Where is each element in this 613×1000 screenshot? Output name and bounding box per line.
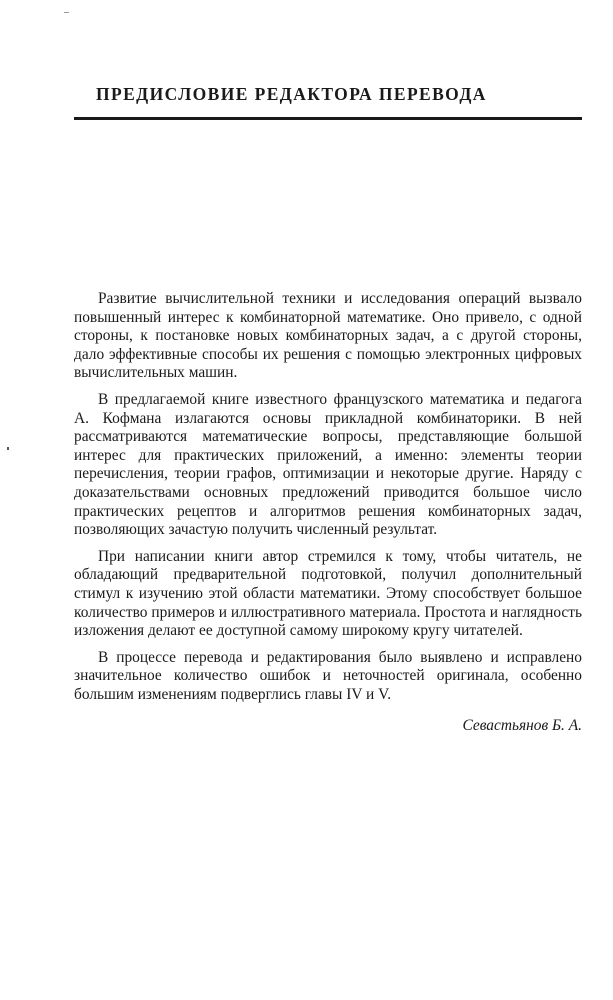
heading-rule <box>74 117 582 120</box>
paragraph: При написании книги автор стремился к тому, чтобы читатель, не обладающий предварительной подготовкой, получил дополнительный стимул к изучению этой области математики. Этому способствует большое количество примеров и иллюстративного материала. Простота и наглядность изложения делают ее доступной самому широкому кругу читателей. <box>74 547 582 640</box>
signature: Севастьянов Б. А. <box>462 717 582 734</box>
paragraph: В предлагаемой книге известного французского математика и педагога А. Кофмана излагаются основы прикладной комбинаторики. В ней рассматриваются математические вопросы, представляющие большой интерес для практических приложений, а именно: элементы теории перечисления, теории графов, оптимизации и некоторые другие. Наряду с доказательствами основных предложений приводится большое число практических рецептов и алгоритмов решения комбинаторных задач, позволяющих зачастую получить численный результат. <box>74 390 582 539</box>
scan-speck <box>7 447 9 450</box>
scan-mark <box>64 12 69 13</box>
paragraph: Развитие вычислительной техники и исследования операций вызвало повышенный интерес к комбинаторной математике. Оно привело, с одной стороны, к постановке новых комбинаторных задач, а с другой стороны, дало эффективные способы их решения с помощью электронных цифровых вычислительных машин. <box>74 290 582 382</box>
preface-body <box>74 290 582 712</box>
paragraph: В процессе перевода и редактирования было выявлено и исправлено значительное количество ошибок и неточностей оригинала, особенно большим изменениям подверглись главы IV и V. <box>74 648 582 703</box>
page-title: ПРЕДИСЛОВИЕ РЕДАКТОРА ПЕРЕВОДА <box>96 84 487 104</box>
